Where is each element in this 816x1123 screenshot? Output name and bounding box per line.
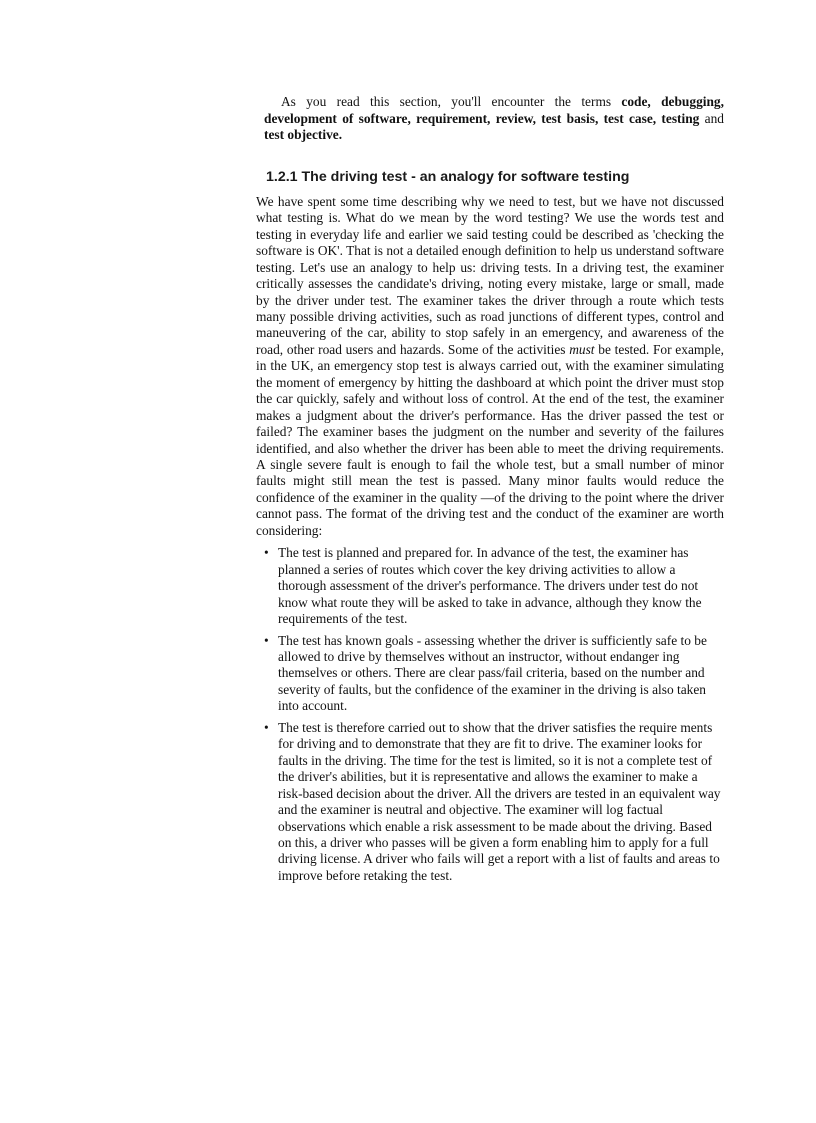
intro-paragraph bbox=[264, 94, 724, 144]
intro-and: and bbox=[699, 110, 724, 126]
bullet-item bbox=[256, 633, 724, 715]
bullet-icon: • bbox=[264, 719, 269, 735]
bullet-text: The test is planned and prepared for. In advance of the test, the examiner has planned a series of routes which cover the key driving activities to allow a thorough assessment of the driver's performance. The drivers under test do not know what route they will be asked to take in advance, although they know the requirements of the test. bbox=[278, 545, 702, 627]
body-paragraph bbox=[256, 194, 724, 540]
body-text-part1: We have spent some time describing why we need to test, but we have not discussed what testing is. What do we mean by the word testing? We use the words test and testing in everyday life and earlier we said testing could be described as 'checking the software is OK'. That is not a detailed enough definition to help us understand software testing. Let's use an analogy to help us: driving tests. In a driving test, the examiner critically assesses the candidate's driving, noting every mistake, large or small, made by the driver under test. The examiner takes the driver through a route which tests many possible driving activities, such as road junctions of different types, control and maneuvering of the car, ability to stop safely in an emergency, and awareness of the road, other road users and hazards. Some of the activities bbox=[256, 193, 724, 357]
bullet-item bbox=[256, 720, 724, 885]
body-emphasis: must bbox=[569, 341, 595, 357]
intro-lead: As you read this section, you'll encounter the terms bbox=[281, 94, 622, 109]
bullet-list bbox=[256, 545, 724, 884]
bullet-icon: • bbox=[264, 545, 269, 561]
bullet-text: The test is therefore carried out to show that the driver satisfies the require ments for driving and to demonstrate that they are fit to drive. The examiner looks for faults in the driving. The time for the test is limited, so it is not a complete test of the driver's abilities, but it is representative and allows the examiner to make a risk-based decision about the driver. All the drivers are tested in an equivalent way and the examiner is neutral and objective. The examiner will log factual observations which enable a risk assessment to be made about the driving. Based on this, a driver who passes will be given a form enabling him to apply for a full driving license. A driver who fails will get a report with a list of faults and areas to improve before retaking the test. bbox=[278, 719, 721, 883]
bullet-icon: • bbox=[264, 632, 269, 648]
section-heading: 1.2.1 The driving test - an analogy for software testing bbox=[266, 168, 630, 185]
text-column bbox=[256, 94, 724, 889]
body-text-part2: be tested. For example, in the UK, an emergency stop test is always carried out, with the examiner simulating the moment of emergency by hitting the dashboard at which point the driver must stop the car quickly, safely and without loss of control. At the end of the test, the examiner makes a judgment about the driver's performance. Has the driver passed the test or failed? The examiner bases the judgment on the number and severity of the failures identified, and also whether the driver has been able to meet the driving requirements. A single severe fault is enough to fail the whole test, but a small number of minor faults might still mean the test is passed. Many minor faults would reduce the confidence of the examiner in the quality —of the driving to the point where the driver cannot pass. The format of the driving test and the conduct of the examiner are worth considering: bbox=[256, 341, 725, 538]
intro-key-terms: code, debugging, development of software, requirement, review, test basis, test case, testing bbox=[264, 94, 724, 126]
bullet-item bbox=[256, 545, 724, 627]
bullet-text: The test has known goals - assessing whether the driver is sufficiently safe to be allowed to drive by themselves without an instructor, without endanger ing themselves or others. There are clear pass/fail criteria, based on the number and severity of faults, but the confidence of the examiner in the driving is also taken into account. bbox=[278, 632, 707, 714]
intro-last-term: test objective. bbox=[264, 127, 343, 143]
